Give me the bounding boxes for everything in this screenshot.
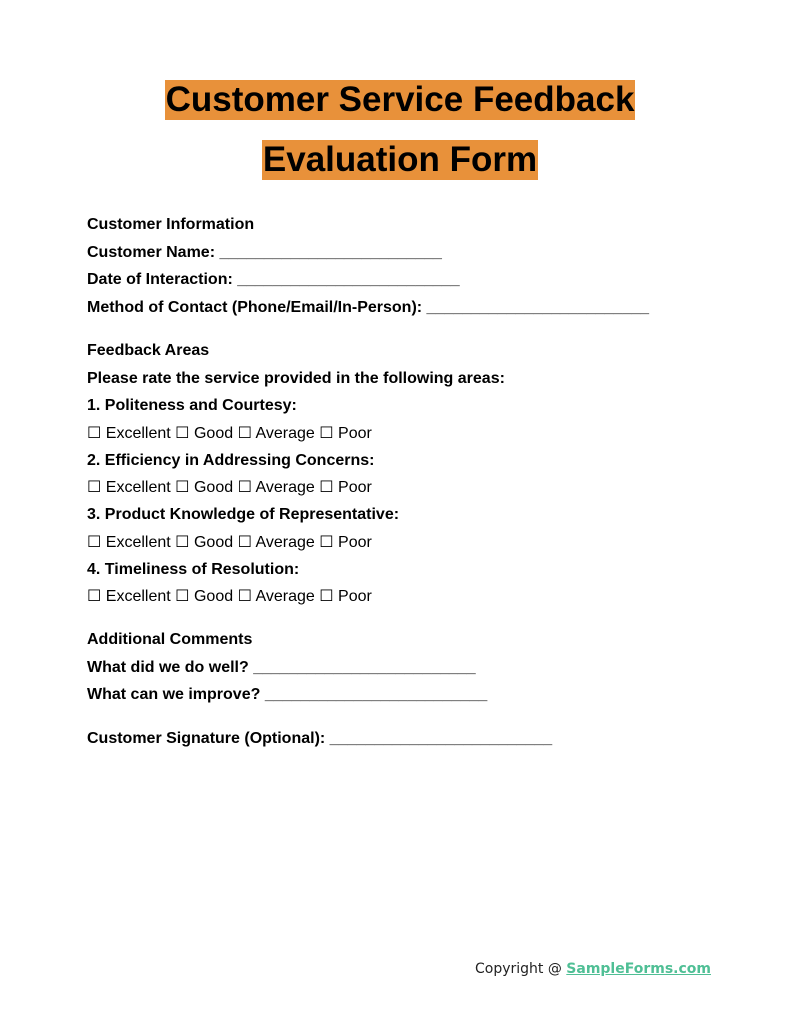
option-label: Average xyxy=(255,533,315,551)
option-label: Average xyxy=(255,424,315,442)
option-label: Poor xyxy=(338,533,372,551)
additional-comments-heading: Additional Comments xyxy=(87,631,253,648)
checkbox-poor[interactable]: ☐ xyxy=(319,588,334,605)
form-title xyxy=(0,80,800,180)
question-label: 1. Politeness and Courtesy: xyxy=(87,397,297,414)
date-of-interaction-field[interactable]: Date of Interaction: _________________________ xyxy=(87,271,460,288)
rating-question xyxy=(87,559,747,614)
checkbox-good[interactable]: ☐ xyxy=(175,424,190,442)
rating-question xyxy=(87,504,747,559)
checkbox-excellent[interactable]: ☐ xyxy=(87,588,102,605)
did-well-field[interactable]: What did we do well? _________________________ xyxy=(87,658,476,676)
checkbox-poor[interactable]: ☐ xyxy=(319,479,334,496)
checkbox-good[interactable]: ☐ xyxy=(175,533,190,551)
rating-question xyxy=(87,395,747,450)
sampleforms-link[interactable]: SampleForms.com xyxy=(566,961,711,977)
form-body xyxy=(87,214,747,755)
copyright-footer xyxy=(475,961,711,977)
checkbox-average[interactable]: ☐ xyxy=(237,533,252,551)
rating-options xyxy=(87,532,747,559)
checkbox-poor[interactable]: ☐ xyxy=(319,424,334,442)
feedback-instruction: Please rate the service provided in the following areas: xyxy=(87,369,505,387)
feedback-areas-heading: Feedback Areas xyxy=(87,342,210,359)
option-label: Excellent xyxy=(105,424,171,442)
customer-name-field[interactable]: Customer Name: _________________________ xyxy=(87,243,442,261)
copyright-text: Copyright @ xyxy=(474,961,567,977)
question-label: 3. Product Knowledge of Representative: xyxy=(87,506,400,523)
option-label: Poor xyxy=(338,588,372,605)
option-label: Poor xyxy=(338,424,372,442)
question-label: 2. Efficiency in Addressing Concerns: xyxy=(87,451,375,469)
method-of-contact-field[interactable]: Method of Contact (Phone/Email/In-Person): _________________________ xyxy=(87,298,650,316)
checkbox-average[interactable]: ☐ xyxy=(237,424,252,442)
option-label: Excellent xyxy=(105,533,171,551)
rating-options xyxy=(87,477,747,504)
checkbox-excellent[interactable]: ☐ xyxy=(87,424,102,442)
option-label: Excellent xyxy=(105,479,171,496)
customer-info-heading: Customer Information xyxy=(87,216,255,233)
option-label: Good xyxy=(193,479,234,496)
rating-options xyxy=(87,586,747,613)
checkbox-average[interactable]: ☐ xyxy=(237,479,252,496)
title-line-1: Customer Service Feedback xyxy=(165,80,635,119)
option-label: Excellent xyxy=(105,588,171,605)
checkbox-excellent[interactable]: ☐ xyxy=(87,533,102,551)
improve-field[interactable]: What can we improve? _________________________ xyxy=(87,686,488,703)
option-label: Average xyxy=(255,479,315,496)
option-label: Good xyxy=(193,533,234,551)
title-line-2: Evaluation Form xyxy=(262,140,538,179)
option-label: Average xyxy=(255,588,315,605)
checkbox-good[interactable]: ☐ xyxy=(175,479,190,496)
question-label: 4. Timeliness of Resolution: xyxy=(87,560,300,578)
option-label: Poor xyxy=(338,479,372,496)
checkbox-poor[interactable]: ☐ xyxy=(319,533,334,551)
checkbox-good[interactable]: ☐ xyxy=(175,588,190,605)
signature-field[interactable]: Customer Signature (Optional): _________________________ xyxy=(87,729,553,747)
rating-question xyxy=(87,450,747,505)
checkbox-average[interactable]: ☐ xyxy=(237,588,252,605)
option-label: Good xyxy=(193,588,234,605)
rating-options xyxy=(87,423,747,450)
checkbox-excellent[interactable]: ☐ xyxy=(87,479,102,496)
option-label: Good xyxy=(193,424,234,442)
